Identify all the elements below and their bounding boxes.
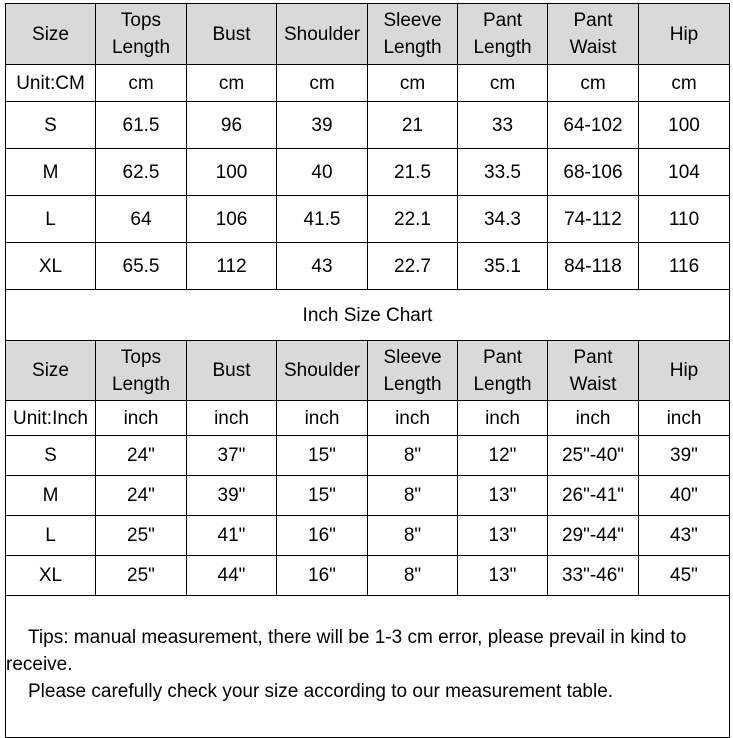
table-cell: 37" [187,436,277,476]
table-cell: 22.7 [368,243,458,290]
table-cell: 62.5 [96,149,187,196]
tips-box [6,596,730,738]
table-cell: L [6,196,96,243]
table-cell: Unit:Inch [6,401,96,436]
table-cell: cm [96,65,187,102]
table-cell: 8" [368,516,458,556]
table-cell: 8" [368,556,458,596]
table-cell: 104 [639,149,730,196]
inch-size-row [6,476,730,516]
cm-size-row [6,149,730,196]
table-cell: Unit:CM [6,65,96,102]
table-cell: Hip [639,4,730,65]
table-cell: XL [6,556,96,596]
table-cell: M [6,149,96,196]
inch-size-row [6,436,730,476]
table-cell: 44" [187,556,277,596]
table-cell: Tops Length [96,4,187,65]
table-cell: cm [368,65,458,102]
size-table [5,3,730,738]
cm-size-row [6,196,730,243]
table-cell: 33"-46" [548,556,639,596]
table-cell: Pant Length [458,4,548,65]
tips-line-1: Tips: manual measurement, there will be 1-3 cm error, please prevail in kind to receive. [6,627,687,675]
table-cell: Size [6,341,96,401]
table-cell: 29"-44" [548,516,639,556]
table-cell: 8" [368,436,458,476]
table-cell: 40" [639,476,730,516]
table-cell: inch [277,401,368,436]
table-cell: cm [187,65,277,102]
table-cell: 68-106 [548,149,639,196]
table-cell: Pant Waist [548,341,639,401]
table-cell: 22.1 [368,196,458,243]
table-cell: 15" [277,436,368,476]
table-cell: 13" [458,556,548,596]
table-cell: 41" [187,516,277,556]
table-cell: L [6,516,96,556]
table-cell: 21 [368,102,458,149]
table-cell: cm [277,65,368,102]
table-cell: 13" [458,476,548,516]
table-cell: 100 [187,149,277,196]
table-cell: 43" [639,516,730,556]
table-cell: 15" [277,476,368,516]
tips-line-2: Please carefully check your size according to our measurement table. [28,681,614,702]
table-cell: Hip [639,341,730,401]
table-cell: inch [548,401,639,436]
table-cell: 13" [458,516,548,556]
table-cell: 116 [639,243,730,290]
table-cell: S [6,436,96,476]
cm-size-row [6,243,730,290]
table-cell: XL [6,243,96,290]
table-cell: 64-102 [548,102,639,149]
table-cell: 24" [96,436,187,476]
table-cell: 21.5 [368,149,458,196]
table-cell: 100 [639,102,730,149]
table-cell: 40 [277,149,368,196]
inch-size-row [6,556,730,596]
table-cell: Bust [187,4,277,65]
table-cell: 8" [368,476,458,516]
table-cell: 33.5 [458,149,548,196]
table-cell: Pant Length [458,341,548,401]
table-cell: Shoulder [277,4,368,65]
inch-size-row [6,516,730,556]
table-cell: 25"-40" [548,436,639,476]
table-cell: inch [96,401,187,436]
table-cell: Sleeve Length [368,341,458,401]
table-cell: Tops Length [96,341,187,401]
table-cell: 84-118 [548,243,639,290]
table-cell: 43 [277,243,368,290]
table-cell: 25" [96,556,187,596]
inch-header-row [6,341,730,401]
table-cell: Pant Waist [548,4,639,65]
table-cell: 12" [458,436,548,476]
table-cell: cm [548,65,639,102]
table-cell: cm [639,65,730,102]
table-cell: 35.1 [458,243,548,290]
table-cell: 16" [277,516,368,556]
table-cell: Sleeve Length [368,4,458,65]
table-cell: 39" [639,436,730,476]
size-chart [5,3,729,738]
inch-unit-row [6,401,730,436]
table-cell: 110 [639,196,730,243]
cm-header-row [6,4,730,65]
table-cell: Shoulder [277,341,368,401]
table-cell: 26"-41" [548,476,639,516]
table-cell: inch [187,401,277,436]
table-cell: 34.3 [458,196,548,243]
table-cell: 64 [96,196,187,243]
table-cell: S [6,102,96,149]
table-cell: 61.5 [96,102,187,149]
table-cell: 96 [187,102,277,149]
table-cell: 41.5 [277,196,368,243]
table-cell: 112 [187,243,277,290]
table-cell: 24" [96,476,187,516]
table-cell: cm [458,65,548,102]
table-cell: M [6,476,96,516]
cm-size-row [6,102,730,149]
table-cell: Size [6,4,96,65]
table-cell: 39 [277,102,368,149]
table-cell: 39" [187,476,277,516]
table-cell: Bust [187,341,277,401]
table-cell: 106 [187,196,277,243]
table-cell: 33 [458,102,548,149]
cm-unit-row [6,65,730,102]
table-cell: 65.5 [96,243,187,290]
table-cell: 45" [639,556,730,596]
table-cell: inch [368,401,458,436]
table-cell: 25" [96,516,187,556]
inch-chart-title: Inch Size Chart [6,290,730,341]
table-cell: inch [639,401,730,436]
inch-title-row [6,290,730,341]
tips-row [6,596,730,738]
table-cell: inch [458,401,548,436]
table-cell: 16" [277,556,368,596]
table-cell: 74-112 [548,196,639,243]
